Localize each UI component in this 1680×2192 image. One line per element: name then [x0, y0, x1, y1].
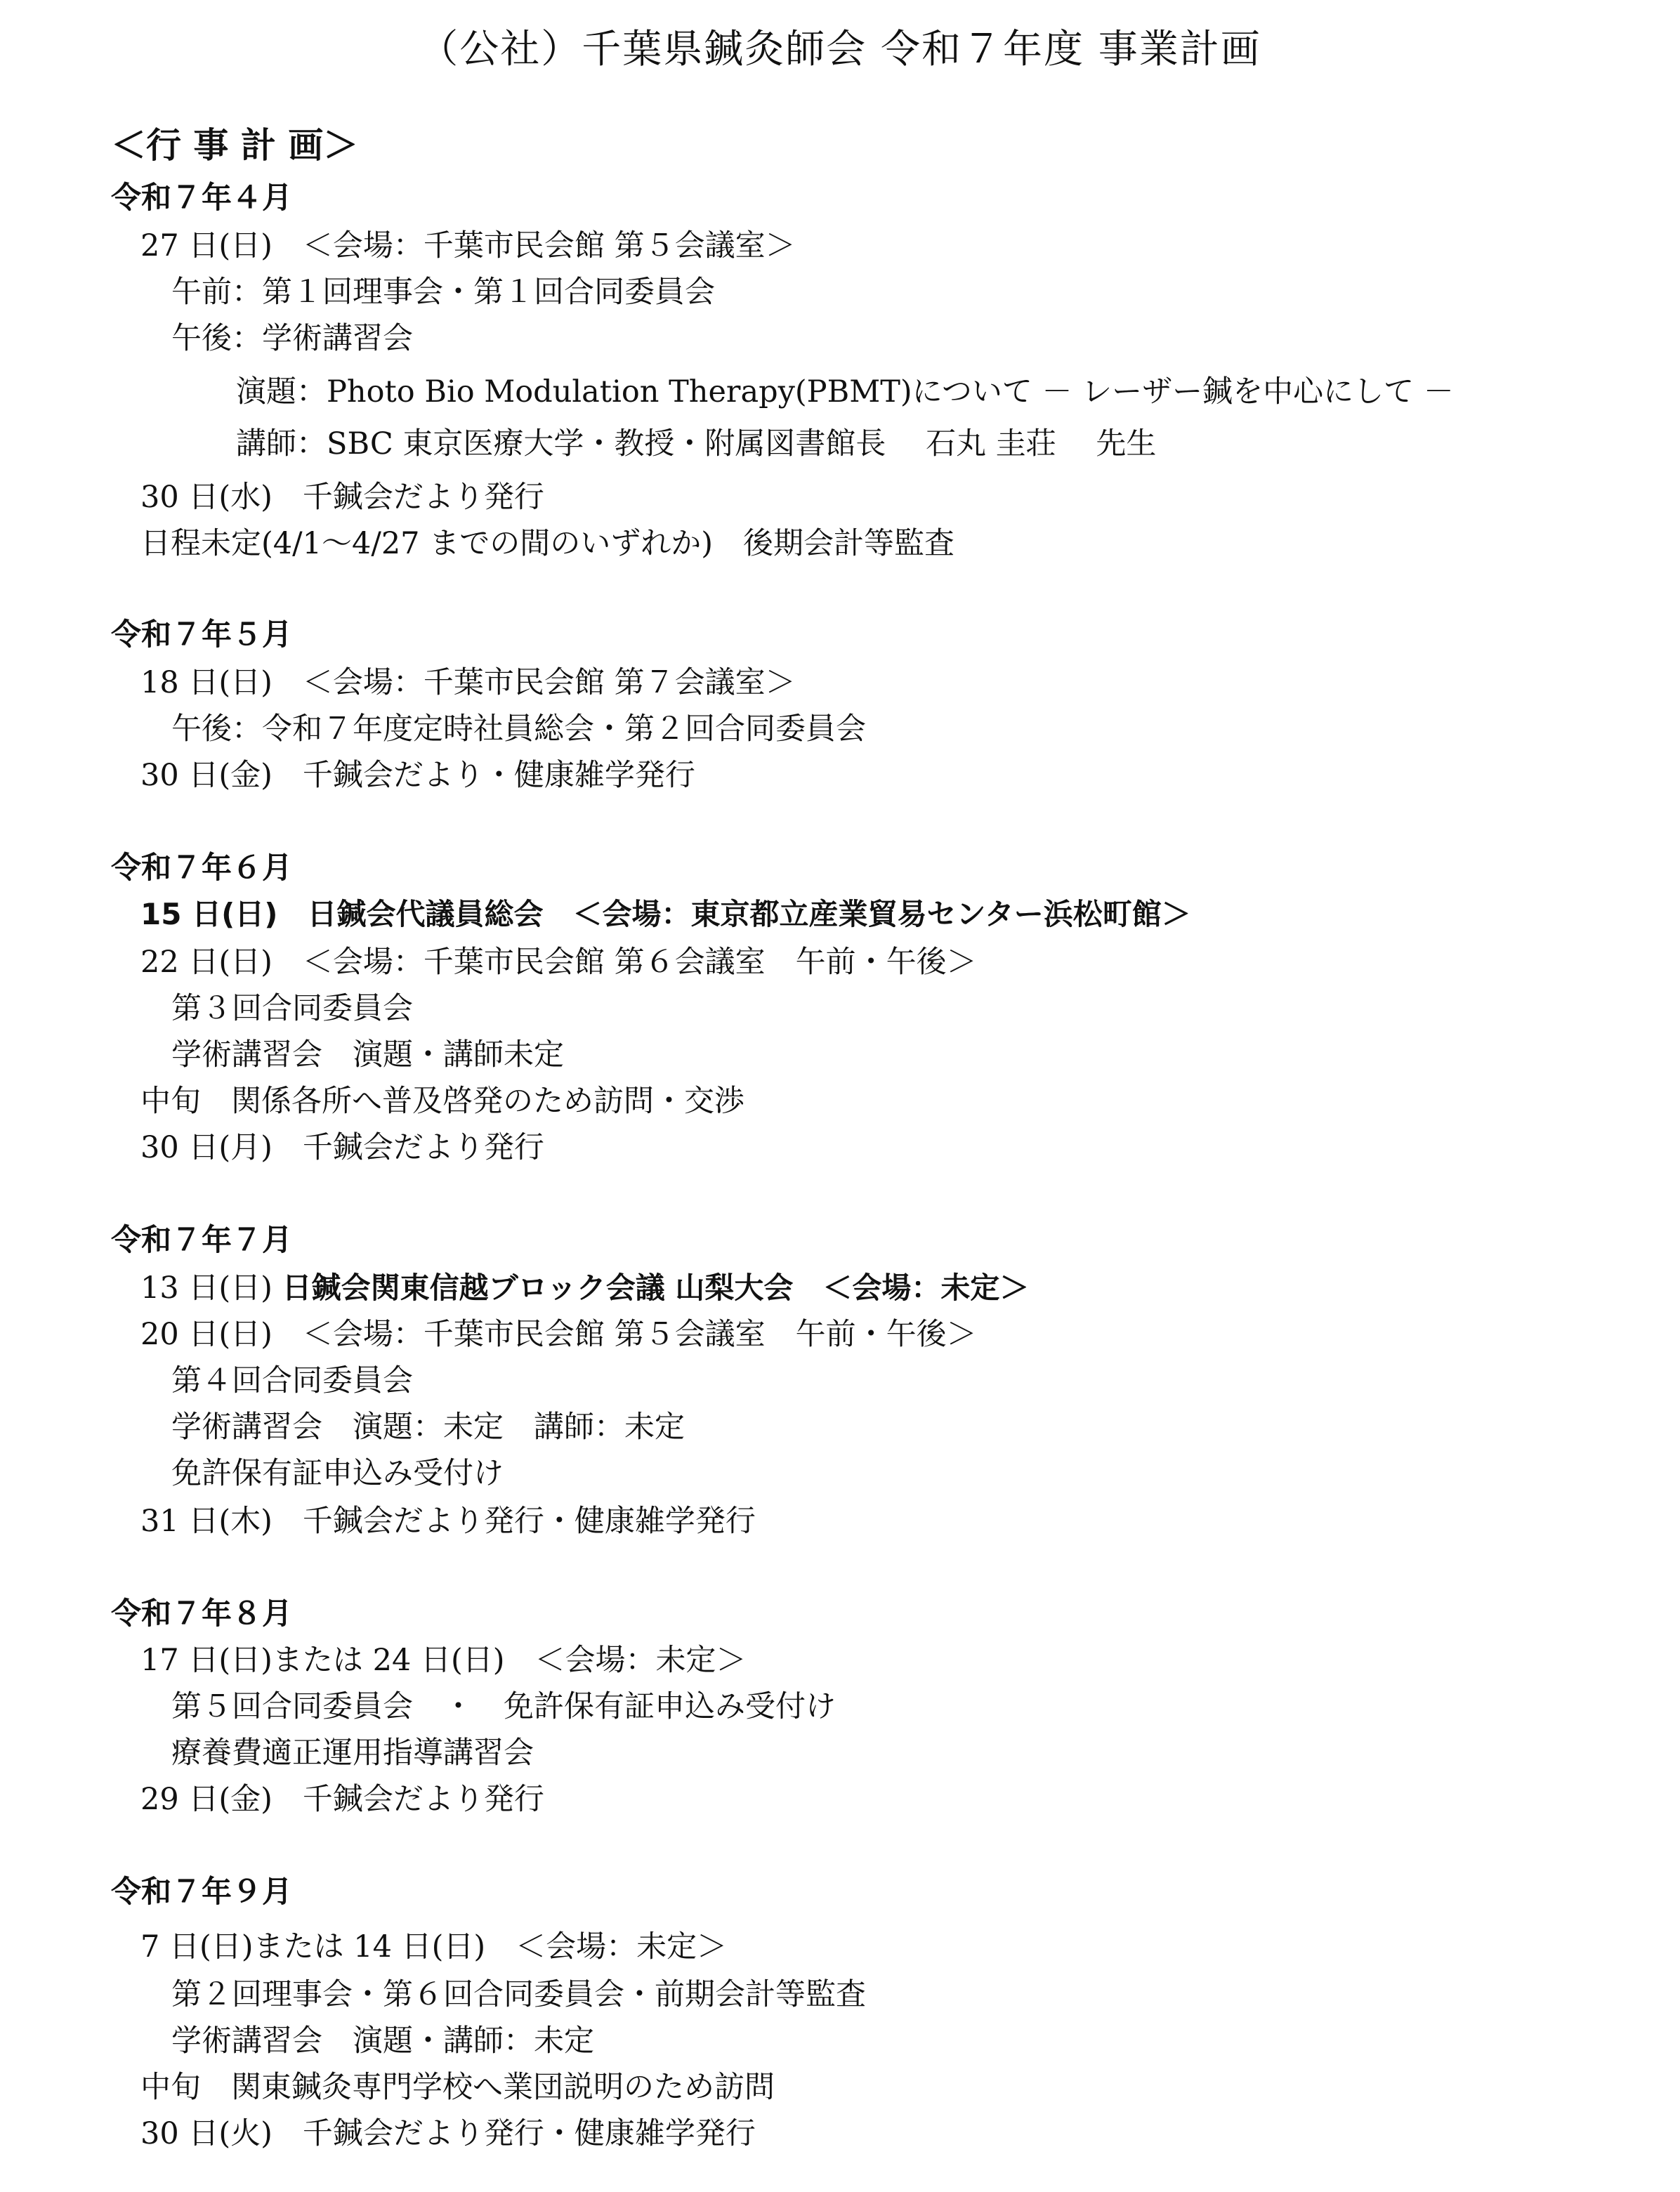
schedule-line: 第３回合同委員会 — [171, 991, 413, 1026]
schedule-line: 17 日(日)または 24 日(日) ＜会場：未定＞ — [140, 1643, 747, 1678]
month-heading: 令和７年８月 — [111, 1596, 292, 1632]
schedule-line: 30 日(金) 千鍼会だより・健康雑学発行 — [140, 758, 695, 793]
schedule-line: 30 日(水) 千鍼会だより発行 — [140, 480, 544, 515]
schedule-line: 午前：第１回理事会・第１回合同委員会 — [171, 275, 715, 310]
schedule-line-highlight — [140, 1268, 1029, 1308]
schedule-line: 午後：学術講習会 — [171, 321, 413, 356]
schedule-line: 31 日(木) 千鍼会だより発行・健康雑学発行 — [140, 1504, 756, 1539]
schedule-line: 22 日(日) ＜会場：千葉市民会館 第６会議室 午前・午後＞ — [140, 945, 977, 980]
schedule-line: 20 日(日) ＜会場：千葉市民会館 第５会議室 午前・午後＞ — [140, 1317, 977, 1352]
schedule-line: 療養費適正運用指導講習会 — [171, 1735, 534, 1771]
schedule-line: 30 日(月) 千鍼会だより発行 — [140, 1130, 544, 1165]
schedule-line: 中旬 関東鍼灸専門学校へ業団説明のため訪問 — [140, 2070, 775, 2105]
month-heading: 令和７年６月 — [111, 851, 292, 886]
schedule-line: 30 日(火) 千鍼会だより発行・健康雑学発行 — [140, 2116, 756, 2151]
schedule-date: 13 日(日) — [140, 1271, 282, 1306]
schedule-line: 第２回理事会・第６回合同委員会・前期会計等監査 — [171, 1977, 866, 2012]
schedule-line: 中旬 関係各所へ普及啓発のため訪問・交渉 — [140, 1084, 744, 1119]
month-heading: 令和７年９月 — [111, 1875, 292, 1910]
schedule-line: 7 日(日)または 14 日(日) ＜会場：未定＞ — [140, 1929, 728, 1964]
month-heading: 令和７年５月 — [111, 617, 292, 652]
schedule-line: 午後：令和７年度定時社員総会・第２回合同委員会 — [171, 711, 866, 747]
schedule-line: 免許保有証申込み受付け — [171, 1456, 504, 1491]
month-heading: 令和７年４月 — [111, 181, 292, 216]
schedule-line: 講師：SBC 東京医療大学・教授・附属図書館長 石丸 圭荘 先生 — [236, 426, 1157, 461]
schedule-line-highlight: 15 日(日) 日鍼会代議員総会 ＜会場：東京都立産業貿易センター浜松町館＞ — [140, 897, 1191, 931]
schedule-line: 第４回合同委員会 — [171, 1363, 413, 1398]
schedule-line: 18 日(日) ＜会場：千葉市民会館 第７会議室＞ — [140, 665, 796, 700]
schedule-line: 日程未定(4/1～4/27 までの間のいずれか) 後期会計等監査 — [140, 526, 954, 561]
schedule-line: 29 日(金) 千鍼会だより発行 — [140, 1782, 544, 1817]
schedule-line: 第５回合同委員会 ・ 免許保有証申込み受付け — [171, 1689, 836, 1724]
schedule-line: 学術講習会 演題・講師：未定 — [171, 2023, 594, 2059]
schedule-event-bold: 日鍼会関東信越ブロック会議 山梨大会 ＜会場：未定＞ — [282, 1271, 1030, 1305]
schedule-line: 学術講習会 演題・講師未定 — [171, 1037, 564, 1072]
month-heading: 令和７年７月 — [111, 1223, 292, 1258]
schedule-line: 27 日(日) ＜会場：千葉市民会館 第５会議室＞ — [140, 228, 796, 263]
section-heading: ＜行 事 計 画＞ — [111, 125, 359, 166]
schedule-line: 学術講習会 演題：未定 講師：未定 — [171, 1410, 685, 1445]
document-title: （公社）千葉県鍼灸師会 令和７年度 事業計画 — [419, 27, 1261, 72]
schedule-line: 演題：Photo Bio Modulation Therapy(PBMT)について － レーザー鍼を中心にして － — [236, 374, 1454, 409]
